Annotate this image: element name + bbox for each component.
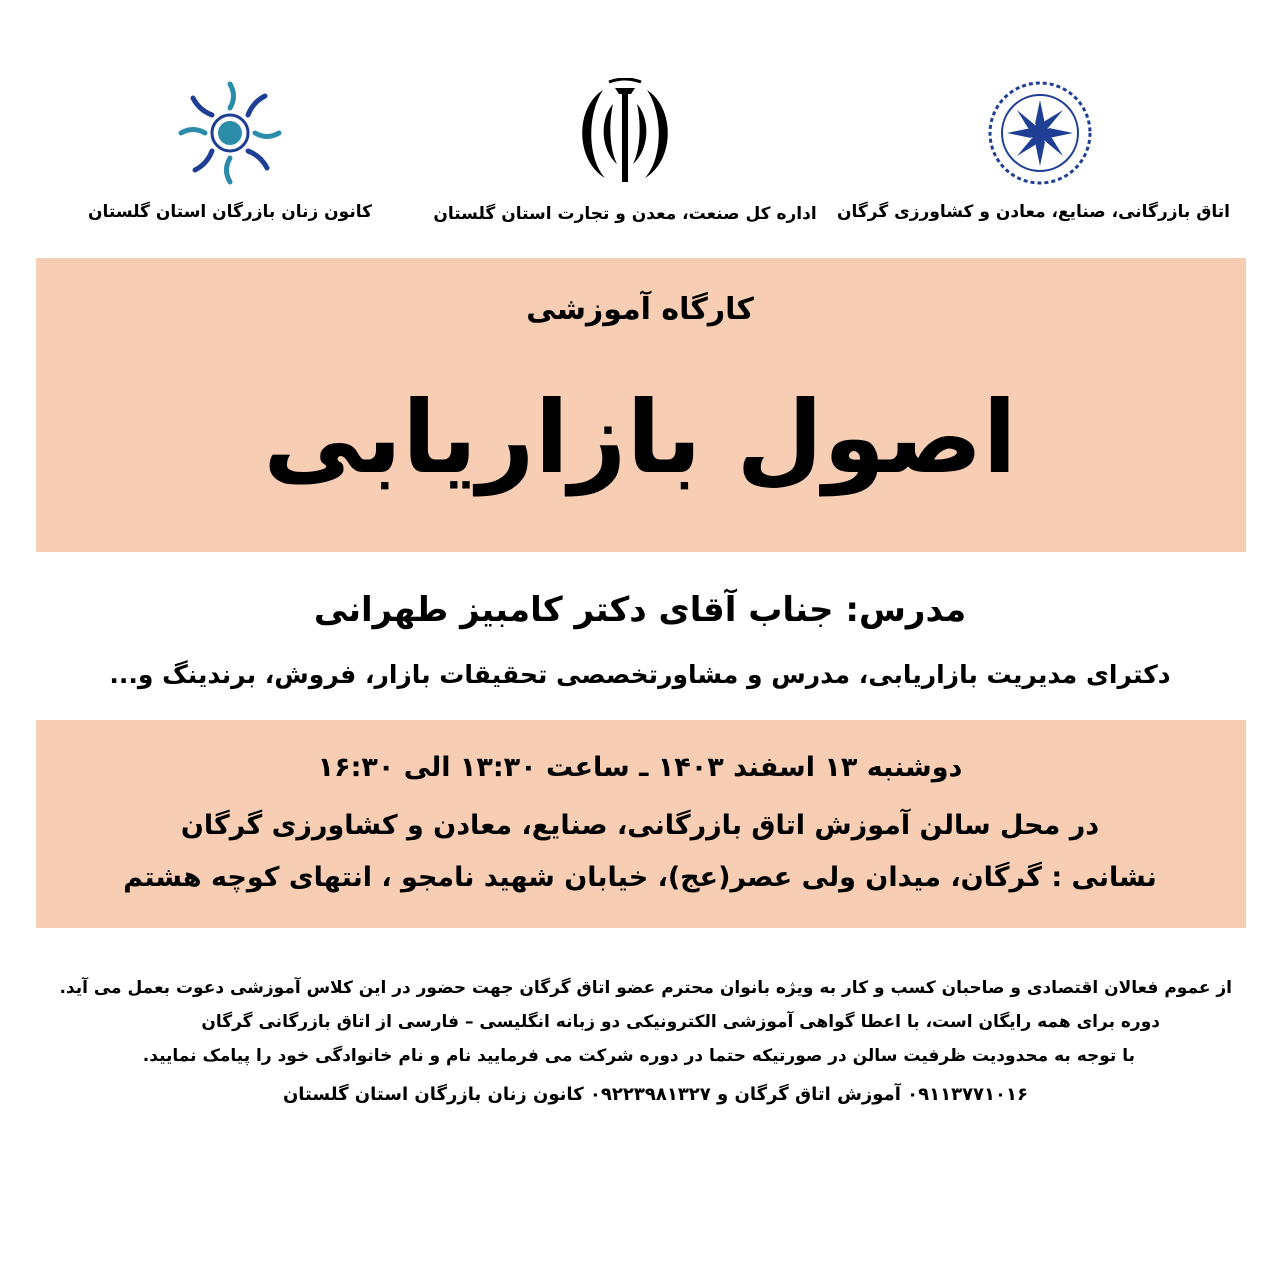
chamber-of-commerce-logo-block bbox=[837, 78, 1230, 222]
event-address: نشانی : گرگان، میدان ولی عصر(عج)، خیابان شهید نامجو ، انتهای کوچه هشتم bbox=[123, 862, 1157, 893]
chamber-of-commerce-emblem-icon bbox=[985, 78, 1095, 188]
women-business-caption: کانون زنان بازرگان استان گلستان bbox=[87, 202, 372, 222]
instructor-credentials: دکترای مدیریت بازاریابی، مدرس و مشاورتخصصی تحقیقات بازار، فروش، برندینگ و... bbox=[109, 660, 1171, 689]
invitation-note: از عموم فعالان اقتصادی و صاحبان کسب و کار به ویژه بانوان محترم عضو اتاق گرگان جهت حضور در این کلاس آموزشی دعوت بعمل می آید. bbox=[59, 978, 1232, 998]
workshop-title: اصول بازاریابی bbox=[263, 379, 1017, 496]
industry-ministry-caption: اداره کل صنعت، معدن و تجارت استان گلستان bbox=[433, 204, 817, 224]
contact-numbers: ۰۹۱۱۳۷۷۱۰۱۶ آموزش اتاق گرگان و ۰۹۲۲۳۹۸۱۳۲۷ کانون زنان بازرگان استان گلستان bbox=[282, 1084, 1028, 1105]
women-business-emblem-icon bbox=[175, 78, 285, 188]
chamber-of-commerce-caption: اتاق بازرگانی، صنایع، معادن و کشاورزی گرگان bbox=[837, 202, 1230, 222]
women-business-logo-block bbox=[80, 78, 380, 222]
iran-emblem-icon bbox=[565, 78, 685, 190]
certificate-note: دوره برای همه رایگان است، با اعطا گواهی آموزشی الکترونیکی دو زبانه انگلیسی – فارسی از اتاق بازرگانی گرگان bbox=[201, 1012, 1160, 1032]
capacity-note: با توجه به محدودیت ظرفیت سالن در صورتیکه حتما در دوره شرکت می فرمایید نام و نام خانوادگی خود را پیامک نمایید. bbox=[142, 1046, 1135, 1066]
event-venue: در محل سالن آموزش اتاق بازرگانی، صنایع، معادن و کشاورزی گرگان bbox=[180, 810, 1100, 841]
workshop-subtitle: کارگاه آموزشی bbox=[526, 292, 754, 327]
event-datetime: دوشنبه ۱۳ اسفند ۱۴۰۳ ـ ساعت ۱۳:۳۰ الی ۱۶:۳۰ bbox=[317, 752, 963, 783]
iran-emblem-block bbox=[425, 78, 825, 224]
instructor-name: مدرس: جناب آقای دکتر کامبیز طهرانی bbox=[313, 590, 967, 630]
